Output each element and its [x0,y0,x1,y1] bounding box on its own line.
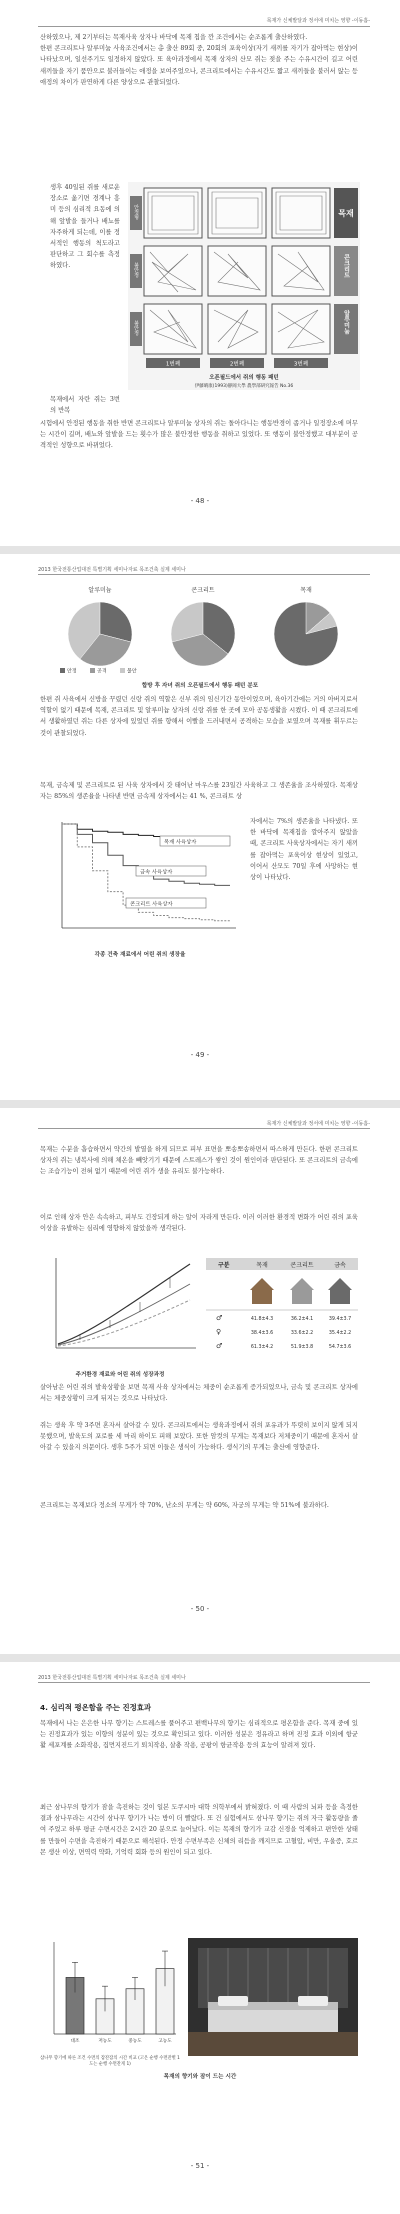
survival-line-chart [40,816,240,946]
side-label-wood: 목재 [338,209,354,218]
growth-chart [40,1254,200,1364]
bottom-label-2: 3번째 [293,361,309,368]
page-gap [0,546,400,554]
table-col-1: 콘크리트 [290,1262,314,1269]
page-number: - 50 - [190,1605,210,1613]
page-49 [0,554,400,1100]
body-paragraph: 이로 인해 상자 안은 속속하고, 피부도 긴장되게 하는 알이 자라게 만든다. 이러 이러한 환경적 변화가 어린 쥐의 포육이상을 유발하는 심리에 영향하지 않았을까 생각된다. [40,1214,358,1233]
weight-table [206,1254,358,1360]
body-paragraph: 산하였으나, 제 2기부터는 목재사육 상자나 바닥에 목재 칩을 깐 조건에서는 순조롭게 출산하였다. 한편 콘크리트나 알루미늄 사육조건에서는 총 출산 89회 중, 20회의 포육이상(자기 새끼를 자기가 잡아먹는 현상)이 나타났으며, 일선주기도 일정하지 않았다. 또 육아과정에서 목재 상자의 산모 쥐는 젖을 주는 수유시간이 길고 어린 새끼들을 자기 품안으로 불러들이는 애정을 보여주었으나, 콘크리트에서는 수유시간도 짧고 새끼들을 불러서 않는 등 애정의 차이가 판연하게 다른 양상으로 관찰되었다. [40,34,358,86]
legend-anxious: 불안 [127,668,137,674]
bar-category-3: 고농도 [158,2039,172,2044]
page-48 [0,0,400,546]
page-number: - 48 - [190,497,210,505]
pie-caption: 합방 후 자녀 쥐의 오픈필드에서 행동 패턴 분포 [141,683,259,689]
body-paragraph: 한편 쥐 사육에서 신방을 꾸렸던 신랑 쥐의 역할은 신부 쥐의 임신기간 동안이었으며, 육아기간에는 거의 아버지로서 역할이 없기 때문에 목재, 콘크리트 및 알루미늄 상자의 신랑 쥐를 한 곳에 모아 공동생활을 시켰다. 이 때 콘크리트에서 생활하였던 쥐는 다른 상자에 있었던 쥐를 향해서 이빨을 드러내면서 공격하는 모습을 보였으며 목재를 휘두르는 것이 관찰되었다. [40,696,358,737]
table-title: 구분 [218,1262,230,1269]
interior-photo [188,1938,358,2056]
figure-caption: 오픈필드에서 쥐의 행동 패턴 [209,375,279,381]
line-legend-metal-text: 금속 사육상자 [140,869,173,876]
body-paragraph-left2: 목재에서 자란 쥐는 3번의 반복 [50,396,120,415]
side-label-aluminum: 알루미늄 [342,310,350,334]
table-row-1-label: ♀ [216,1328,222,1336]
pie-label-2: 목재 [300,587,312,594]
pie-0 [68,602,132,666]
openfield-figure-svg [128,182,360,390]
body-paragraph: 살아남은 어린 쥐의 발육상황을 보면 목재 사육 상자에서는 체중이 순조롭게 증가되었으나, 금속 및 콘크리트 상자에서는 체중상황이 크게 뒤지는 것으로 나타났다. [40,1384,358,1403]
body-paragraph: 목재, 금속제 및 콘크리트로 된 사육 상자에서 갓 태어난 마우스를 23일간 사육하고 그 생존율을 조사하였다. 목재상자는 85%의 생존율을 나타낸 반면 금속제 상자에서는 41 %, 콘크리트 상 [40,782,358,801]
table-row-0-v2: 39.4±3.7 [328,1317,352,1322]
legend-aggressive: 공격 [97,668,107,674]
page-header: 2013 한국전통산업대전 특별기획 세미나자료 목조건축 실제 세미나 [38,567,186,573]
bar-category-1: 저농도 [98,2039,112,2044]
table-row-2-v1: 51.9±3.8 [290,1345,314,1350]
page-header: 목재가 신체발달과 정서에 미치는 영향 -이동흡- [266,1121,370,1127]
left-tag-0: 안정형 [133,204,139,220]
line-legend-metal [136,866,206,876]
bottom-label-1: 2번째 [229,361,245,368]
line-legend-wood-text: 목재 사육상자 [164,839,197,846]
line-legend-wood [160,836,230,846]
table-row-0-v0: 41.8±4.3 [250,1317,274,1322]
table-row-2-v0: 61.3±4.2 [250,1345,274,1350]
side-label-concrete: 콘크리트 [342,254,350,278]
pie-legend [60,668,137,675]
body-paragraph-left: 생후 40일된 쥐를 새로운 장소로 옮기면 경계나 흥미 등의 심리적 요동에 의해 앞발을 들거나 배뇨를 자주하게 되는데, 이를 정서적인 행동의 척도라고 판단하고 그 회수를 측정하였다. [50,184,120,270]
weight-table-svg [206,1254,358,1360]
section-title: 4. 심리적 평온함을 주는 진정효과 [40,1703,152,1712]
line-legend-concrete [126,898,206,908]
body-paragraph-bottom: 시험에서 안정된 행동을 취한 반면 콘크리트나 알루미늄 상자의 쥐는 돌아다니는 행동반경이 좁거나 일정장소에 머무는 시간이 길며, 배뇨와 앞발을 드는 횟수가 많은 불안정한 행동을 취하고 있었다. 또 행동이 불안정했고 대부분이 공격적인 성향으로 바뀌었다. [40,420,358,450]
body-paragraph-right: 자에서는 7%의 생존율을 나타냈다. 또한 바닥에 목재칩을 깔아주지 않았을 때, 콘크리트 사육상자에서는 자기 새끼를 잡아먹는 포육이상 현상이 있었고, 이어서 산모도 70일 후에 사망하는 현상이 나타났다. [250,818,358,882]
table-row-1-v2: 35.4±2.2 [328,1331,352,1336]
bottom-label-0: 1번째 [165,361,181,368]
body-paragraph: 쥐는 생육 후 약 3주면 혼자서 살아갈 수 있다. 콘크리트에서는 생육과정에서 쥐의 포유과가 뚜렷히 보이지 않게 되지 못했으며, 발육도의 포로를 세 마리 하이도 피해 보았다. 또한 암컷의 무게는 목재보다 저체중이기 때문에 혼자서 살아갈 수 있을지 의문이다. 생후 5주가 되면 이들은 생식이 가능하다. 생식기의 무게는 출산에 영향준다. [40,1422,358,1452]
header-rule [38,26,370,27]
pie-2 [274,602,338,666]
pie-label-1: 콘크리트 [191,587,215,594]
pie-1 [171,602,235,666]
header-rule [38,1682,370,1683]
figure-source: 伊藤晴康(1993)靜岡大學 農學部研究報告 No.36 [194,384,294,389]
left-tag-2: 불안정 [133,320,139,336]
page-number: - 51 - [190,2162,210,2170]
bar-caption: 목재의 향기와 잠이 드는 시간 [163,2074,237,2080]
openfield-figure [128,182,360,390]
table-col-2: 금속 [334,1262,346,1269]
table-col-0: 목재 [256,1262,268,1269]
page-50 [0,1108,400,1654]
interior-photo-svg [188,1938,358,2056]
body-paragraph: 최근 삼나무의 향기가 잠을 촉진하는 것이 일본 도쿠시마 대학 의학부에서 밝혀졌다. 이 때 사람의 뇌파 등을 측정한 결과 삼나무라는 시간이 삼나무 향기가 나는 방이 더 빨랐다. 또 건 실험에서도 삼나무 향기는 쥐의 자극 활동량을 줄여 주었고 하루 평균 수면시간은 2시간 20 분으로 늘어났다. 이는 목재의 향기가 교감 신경을 억제하고 편안한 상태를 만들어 수면을 촉진하기 때문으로 해석된다. 안정 수면부족은 신체의 리듬을 깨지므로 고혈압, 비만, 우울증, 호르몬 생산 이상, 면역력 약화, 기억력 회화 등의 원인이 되고 있다. [40,1804,358,1856]
table-row-2-v2: 54.7±3.6 [328,1345,352,1350]
table-row-1-v0: 38.4±3.6 [250,1331,274,1336]
body-paragraph: 콘크리트는 목재보다 정소의 무게가 약 70%, 난소의 무게는 약 60%, 자궁의 무게는 약 51%에 불과하다. [40,1502,329,1509]
body-paragraph: 목재에서 나는 은은한 나무 향기는 스트레스를 풀어주고 편백나무의 향기는 심리적으로 평온함을 준다. 목재 중에 있는 진정효과가 있는 이향의 성분이 있는 것으로 확인되고 있다. 이러한 성분은 정유라고 하며 진정 효과 이외에 항균활 세포계를 소화작용, 집먼지진드기 퇴치작용, 살충 작용, 공팡이 항균작용 등의 효능이 알려져 있다. [40,1720,358,1750]
page-header: 2013 한국전통산업대전 특별기획 세미나자료 목조건축 실제 세미나 [38,1675,186,1681]
header-rule [38,1128,370,1129]
table-row-0-v1: 36.2±4.1 [290,1317,314,1322]
bar-note: 삼나무 향기에 따른 조건 수면의 잠잔잠의 시간 비교 (고온 순행 수면잔별 1 도는 순행 수면잔게 1) [40,2056,180,2067]
line-legend-concrete-text: 콘크리트 사육상자 [130,901,173,908]
legend-stable: 안정 [67,668,77,674]
left-tag-1: 불안정 [133,262,139,278]
bar-category-2: 중농도 [128,2039,142,2044]
pie-charts [60,582,350,674]
bar-category-0: 대조 [70,2039,80,2044]
page-gap [0,1654,400,1662]
growth-line-wood [58,1264,190,1344]
body-paragraph: 목재는 수분을 흡습하면서 약간의 발열을 하게 되므로 피부 표면을 뽀송뽀송하면서 따스하게 만든다. 한편 콘크리트 상자의 쥐는 냉복사에 의해 체온을 빼앗기기 때문에 스트레스가 쌓인 것이 원인이라 판단된다. 또 콘크리트의 금속에는 조습기능이 전혀 없기 때문에 어린 쥐가 생을 유리도 불가능하다. [40,1146,358,1176]
table-row-2-label: ♂ [216,1342,223,1350]
page-51 [0,1662,400,2214]
page-gap [0,1100,400,1108]
line-chart-caption: 각종 건축 재료에서 어린 쥐의 생장율 [94,952,186,958]
growth-chart-caption: 주거환경 재료와 어린 쥐의 성장과정 [75,1372,165,1378]
page-header: 목재가 신체발달과 정서에 미치는 영향 -이동흡- [266,18,370,24]
header-rule [38,574,370,575]
sleep-bar-chart [40,1938,180,2056]
table-row-0-label: ♂ [216,1314,223,1322]
table-row-1-v1: 33.6±2.2 [290,1331,314,1336]
page-number: - 49 - [190,1051,210,1059]
pie-label-0: 알루미늄 [88,587,112,594]
